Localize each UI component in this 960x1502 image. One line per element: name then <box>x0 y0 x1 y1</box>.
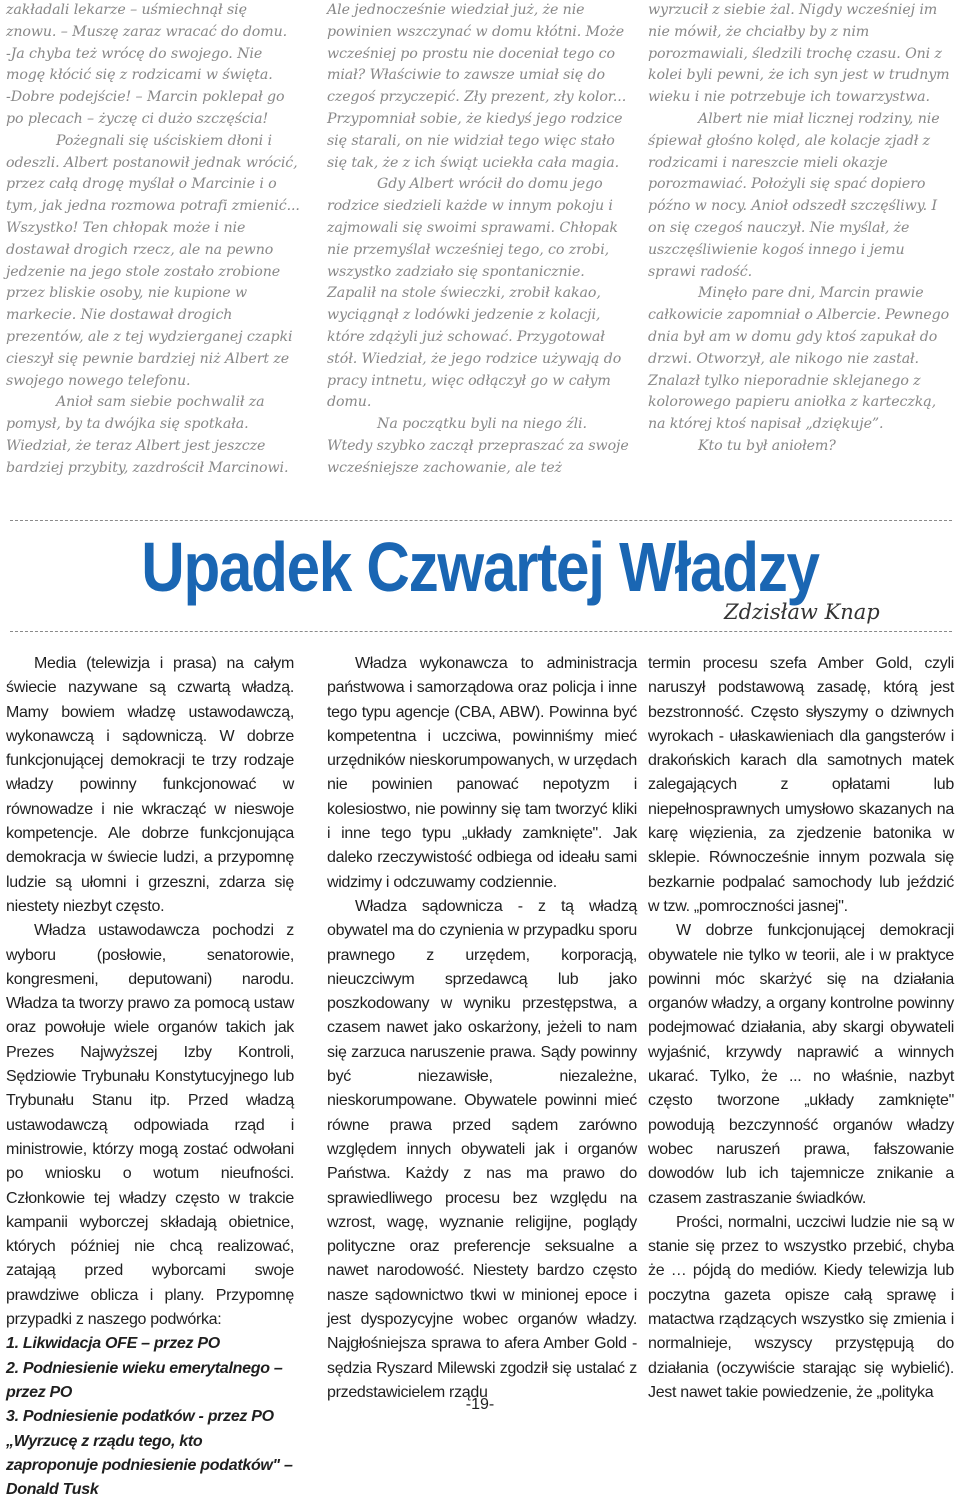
article-list-item: 1. Likwidacja OFE – przez PO <box>6 1332 294 1356</box>
article-paragraph: Władza sądownicza - z tą władzą obywatel ma do czynienia w przypadku sporu prawnego z urzędem, korporacją, nieuczciwym sprzedawcą lub jako poszkodowany w wyniku przestępstwa, a czasem nawet jako oskarżony, jeżeli to nam się zarzuca naruszenie prawa. Sądy powinny być niezawisłe, niezależne, nieskorumpowane. Obywatele powinni mieć równe prawa przed sądem zarówno względem innych obywateli jak i organów Państwa. Każdy z nas ma prawo do sprawiedliwego procesu bez względu na wzrost, wagę, wyznanie religijne, poglądy polityczne oraz preferencje seksualne a nawet narodowość. Niestety bardzo często nasze sądownictwo tkwi w minionej epoce i jest dyspozycyjne wobec organów władzy. Najgłośniejsza sprawa to afera Amber Gold - sędzia Ryszard Milewski zgodził się ustalać z przedstawicielem rządu <box>327 895 637 1405</box>
story-paragraph: -Ja chyba też wrócę do swojego. Nie mogę kłócić się z rodzicami w święta. <box>6 44 300 88</box>
story-paragraph: Ale jednocześnie wiedział już, że nie powinien wszczynać w domu kłótni. Może wcześniej po prostu nie doceniał tego co miał? Właściwie to zawsze umiał się do czegoś przyczepić. Zły prezent, zły kolor... Przypomniał sobie, że kiedyś jego rodzice się starali, on nie widział tego więc stało się tak, że z ich świąt uciekła cała magia. <box>327 0 632 174</box>
story-paragraph: Albert nie miał licznej rodziny, nie śpiewał głośno kolęd, ale kolacje zjadł z rodzicami i nareszcie mieli okazje porozmawiać. Położyli się spać dopiero późno w nocy. Anioł odszedł szczęśliwy. I on się czegoś nauczył. Nie myślał, że uszczęśliwienie kogoś innego i jemu sprawi radość. <box>648 109 954 283</box>
story-column-3 <box>648 0 954 458</box>
article-column-3 <box>648 652 954 1405</box>
story-paragraph: zakładali lekarze – uśmiechnął się znowu. – Muszę zaraz wracać do domu. <box>6 0 300 44</box>
story-column-2 <box>327 0 632 480</box>
story-paragraph: Minęło pare dni, Marcin prawie całkowicie zapomniał o Albercie. Pewnego dnia był am w domu gdy ktoś zapukał do drzwi. Otworzył, ale nikogo nie zastał. Znalazł tylko nieporadnie sklejanego z kolorowego papieru aniołka z karteczką, na której ktoś napisał „dziękuje”. <box>648 283 954 436</box>
article-paragraph: Prości, normalni, uczciwi ludzie nie są w stanie się przez to wszystko przebić, chyba że … pójdą do mediów. Kiedy telewizja lub poczytna gazeta opisze całą sprawę i matactwa rządzących wszystko się zmienia i normalnieje, wszyscy przystępują do działania (oczywiście starając się wybielić). Jest nawet takie powiedzenie, że „polityka <box>648 1211 954 1405</box>
story-paragraph: wyrzucił z siebie żal. Nigdy wcześniej im nie mówił, że chciałby by z nim porozmawiali, śledzili trochę czasu. Oni z kolei byli pewni, że ich syn jest w trudnym wieku i nie potrzebuje ich towarzystwa. <box>648 0 954 109</box>
dashed-divider-bottom <box>10 631 952 632</box>
article-quote: „Wyrzucę z rządu tego, kto zaproponuje podniesienie podatków" – Donald Tusk <box>6 1430 294 1502</box>
article-column-2 <box>327 652 637 1405</box>
article-headline: Upadek Czwartej Władzy <box>67 528 893 606</box>
article-list-item: 3. Podniesienie podatków - przez PO <box>6 1405 294 1429</box>
story-paragraph: Pożegnali się uściskiem dłoni i odeszli. Albert postanowił jednak wrócić, przez całą drogę myślał o Marcinie i o tym, jak jedna rozmowa potrafi zmienić... Wszystko! Ten chłopak może i nie dostawał drogich rzecz, ale na pewno jedzenie na jego stole zostało zrobione przez bliskie osoby, nie kupione w markecie. Nie dostawał drogich prezentów, ale z tej wydzierganej czapki cieszył się pewnie bardziej niż Albert ze swojego nowego telefonu. <box>6 131 300 393</box>
article-column-1 <box>6 652 294 1502</box>
page-number: -19- <box>0 1396 960 1414</box>
story-paragraph: -Dobre podejście! – Marcin poklepał go po plecach – życzę ci dużo szczęścia! <box>6 87 300 131</box>
story-column-1 <box>6 0 300 480</box>
article-paragraph: Media (telewizja i prasa) na całym świecie nazywane są czwartą władzą. Mamy bowiem władzę ustawodawczą, wykonawczą i sądowniczą. W dobrze funkcjonującej demokracji te trzy rodzaje władzy powinny funkcjonować w równowadze i nie wkracząć w nieswoje kompetencje. Ale dobrze funkcjonująca demokracja w świecie ludzi, a przypomnę ludzie są ułomni i grzeszni, zdarza się niestety niezbyt często. <box>6 652 294 919</box>
article-paragraph: Władza ustawodawcza pochodzi z wyboru (posłowie, senatorowie, kongresmeni, deputowani) narodu. Władza ta tworzy prawo za pomocą ustaw oraz powołuje wiele organów takich jak Prezes Najwyższej Izby Kontroli, Sędziowie Trybunału Konstytucyjnego lub Trybunału Stanu itp. Przed władzą ustawodawczą odpowiada rząd i ministrowie, którzy mogą zostać odwołani po wniosku o wotum nieufności. Członkowie tej władzy często w trakcie kampanii wyborczej składają obietnice, których później nie chcą realizować, zatająą przed wyborcami swoje prawdziwe oblicza i plany. Przypomnę przypadki z naszego podwórka: <box>6 919 294 1332</box>
article-paragraph: W dobrze funkcjonującej demokracji obywatele nie tylko w teorii, ale i w praktyce powinni móc skarżyć się na działania organów władzy, a organy kontrolne powinny podejmować działania, aby skargi obywateli wyjaśnić, krzywdy naprawić a winnych ukarać. Tylko, że ... no właśnie, nazbyt często tworzone „układy zamknięte" powodują bezczynność organów władzy wobec naruszeń prawa, fałszowanie dowodów lub ich tajemnicze znikanie a czasem zastraszanie świadków. <box>648 919 954 1211</box>
article-paragraph: Władza wykonawcza to administracja państwowa i samorządowa oraz policja i inne tego typu agencje (CBA, ABW). Powinna być kompetentna i uczciwa, powinniśmy mieć urzędników nieskorumpowanych, w urzędach nie powinien panować nepotyzm i kolesiostwo, nie powinny się tam tworzyć kliki i inne tego typu „układy zamknięte". Jak daleko rzeczywistość odbiega od ideału sami widzimy i odczuwamy codziennie. <box>327 652 637 895</box>
story-paragraph: Gdy Albert wrócił do domu jego rodzice siedzieli każde w innym pokoju i zajmowali się swoimi sprawami. Chłopak nie przemyślał wcześniej tego, co zrobi, wszystko zadziało się spontanicznie. Zapalił na stole świeczki, zrobił kakao, wyciągnął z lodówki jedzenie z kolacji, które zdążyli już schować. Przygotował stół. Wiedział, że jego rodzice używają do pracy intnetu, więc odłączył go w całym domu. <box>327 174 632 414</box>
article-paragraph: termin procesu szefa Amber Gold, czyli naruszył podstawową zasadę, którą jest bezstronność. Często słyszymy o dziwnych wyrokach - ułaskawieniach dla gangsterów i drakońskich karach dla samotnych matek zalegających z opłatami lub niepełnosprawnych umysłowo skazanych na karę więzienia, za zjedzenie batonika w sklepie. Równocześnie innym pozwala się bezkarnie podpalać samochody lub jeździć w tzw. „pomroczności jasnej". <box>648 652 954 919</box>
dashed-divider-top <box>10 520 952 521</box>
story-paragraph: Anioł sam siebie pochwalił za pomysł, by ta dwójka się spotkała. Wiedział, że teraz Albert jest jeszcze bardziej przybity, zazdrościł Marcinowi. <box>6 392 300 479</box>
article-author: Zdzisław Knap <box>724 600 880 624</box>
article-list-item: 2. Podniesienie wieku emerytalnego – przez PO <box>6 1357 294 1406</box>
story-paragraph: Na początku byli na niego źli. Wtedy szybko zaczął przepraszać za swoje wcześniejsze zachowanie, ale też <box>327 414 632 479</box>
story-closing-line: Kto tu był aniołem? <box>648 436 954 458</box>
